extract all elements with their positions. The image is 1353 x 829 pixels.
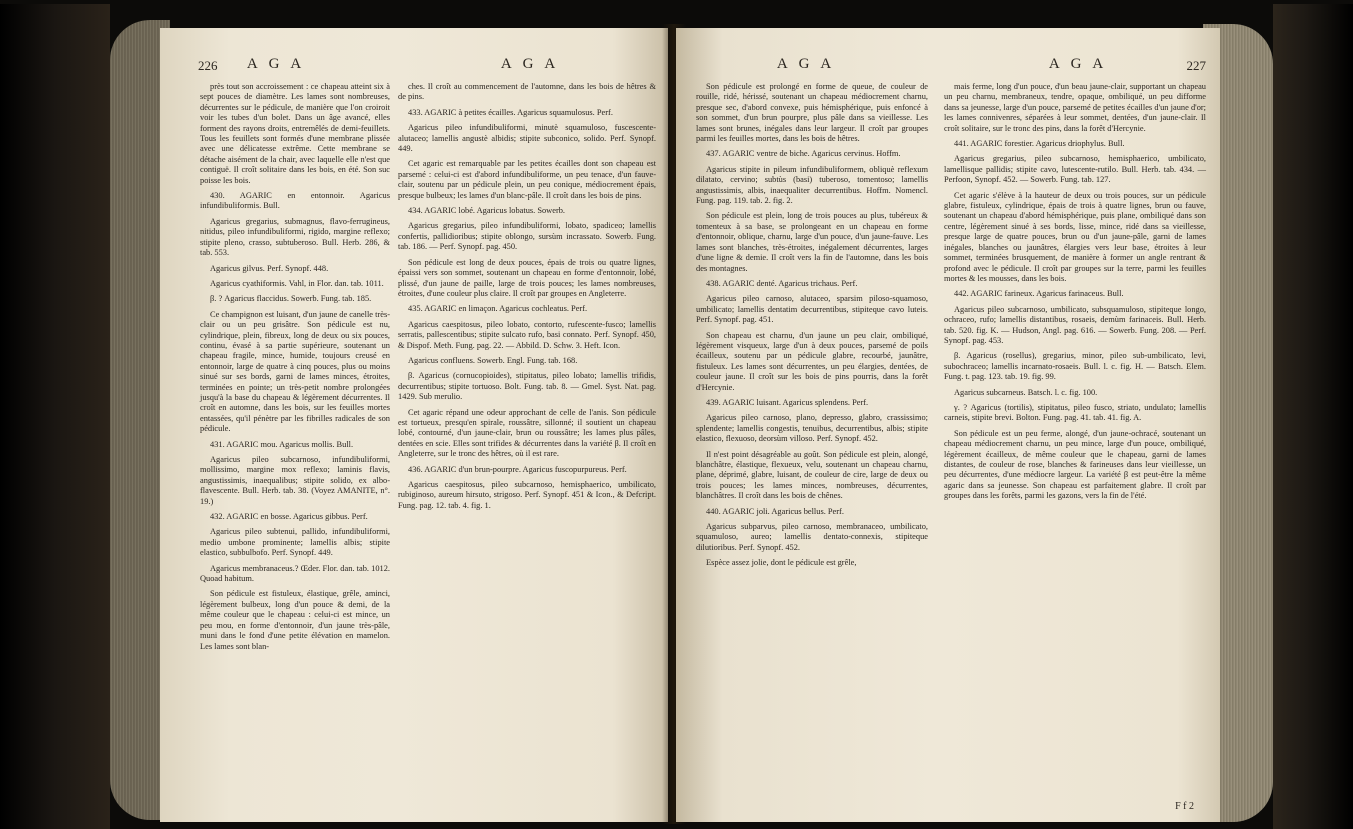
paragraph: près tout son accroissement : ce chapeau atteint six à sept pouces de diamètre. Les lames sont nombreuses, décurrentes sur le pédicule, de manière que l'on croiroit voir les tubes d'un bolet. Dans un âge avancé, elles forment des rayons droits, entremêlés de demi-feuillets. Tous les feuillets sont formés d'une membrane plissée avec une délicatesse extrême. Cette membrane se détache aisément de la chair, avec laquelle elle n'est que contiguë. Il croît solitaire dans les bois, en été. Son suc poisse les bois. xyxy=(200,82,390,185)
paragraph: Agaricus caespitosus, pileo subcarnoso, hemisphaerico, umbilicato, rubiginoso, aureum hirsuto, strigoso. Perf. Synopf. 451 & Icon., & Defcript. Fung. pag. 12. tab. 4. fig. 1. xyxy=(398,480,656,510)
paragraph: Agaricus pileo subcarnoso, umbilicato, subsquamuloso, stipiteque longo, ochraceo, rufo; lamellis distantibus, rosaeis, demùm farinaceis. Bull. Herb. tab. 520. fig. K. — Hudson, Angl. pag. 616. — Sowerb. Fung. 208. — Perf. Synopf. pag. 453. xyxy=(944,304,1206,345)
header-title: A G A xyxy=(500,56,560,72)
header-title: A G A xyxy=(776,56,836,72)
left-cover xyxy=(0,4,110,829)
running-header xyxy=(160,56,392,76)
paragraph: β. Agaricus (rosellus), gregarius, minor, pileo sub-umbilicato, levi, subochraceo; lamellis incarnato-rosaeis. Bull. l. c. fig. H. — Batsch. Elem. Fung. t. pag. 123. tab. 19. fig. 99. xyxy=(944,351,1206,382)
paragraph: Espèce assez jolie, dont le pédicule est grêle, xyxy=(706,558,857,568)
paragraph: Agaricus stipite in pileum infundibuliformem, obliquè reflexum dilatato, cervino; subtùs (basi) tuberoso, tomentoso; lamellis angustissimis, albis, inaequaliter decurrentibus. Hoffm. Nomencl. Fung. pag. 119. tab. 2. fig. 2. xyxy=(696,164,928,206)
page-number: 226 xyxy=(198,58,218,73)
text-column xyxy=(696,82,928,574)
paragraph: Agaricus subcarneus. Batsch. l. c. fig. 100. xyxy=(954,387,1098,397)
paragraph: Cet agaric répand une odeur approchant de celle de l'anis. Son pédicule est tortueux, presqu'en spirale, roussâtre, sillonné; il soutient un chapeau lobé, contourné, d'un jaune-clair, brun ou roussâtre; les lames plus pâles, dentées en scie. Elles sont trifides & décurrentes dans la variété β. Il croît en Angleterre, sur le tronc des hêtres, où il est rare. xyxy=(398,407,656,459)
paragraph: Ce champignon est luisant, d'un jaune de canelle très-clair ou un peu grisâtre. Son pédicule est nu, cylindrique, plein, fibreux, long de deux ou six pouces, continu, évasé à sa partie supérieure, soutenant un chapeau fragile, mince, humide, toujours creusé en entonnoir, large de quatre à cinq pouces, plus ou moins sinué sur ses bords, garni de lames minces, étroites, terminées en pointe; un très-petit nombre prolongées jusqu'à la base du chapeau & légèrement décurrentes. Il croît en automne, dans les bois, sur les feuilles mortes entassées, qu'il pénètre par les fibrilles radicales de son pédicule. xyxy=(200,309,390,434)
paragraph: β. ? Agaricus flaccidus. Sowerb. Fung. tab. 185. xyxy=(210,294,372,304)
header-title: A G A xyxy=(1048,56,1108,72)
page-number: 227 xyxy=(1186,58,1206,73)
paragraph: 432. AGARIC en bosse. Agaricus gibbus. Perf. xyxy=(210,512,368,522)
paragraph: Agaricus pileo carnoso, plano, depresso, glabro, crassissimo; splendente; lamellis congestis, tenuibus, decurrentibus, albis; stipite elastico, flexuoso, deorsùm villoso. Perf. Synopf. 452. xyxy=(696,413,928,444)
page-226-left xyxy=(160,28,392,822)
text-column xyxy=(398,82,656,516)
paragraph: 437. AGARIC ventre de biche. Agaricus cervinus. Hoffm. xyxy=(706,149,901,159)
paragraph: 439. AGARIC luisant. Agaricus splendens. Perf. xyxy=(706,397,869,407)
paragraph: Agaricus gilvus. Perf. Synopf. 448. xyxy=(210,263,329,273)
page-226-right xyxy=(392,28,668,822)
text-column xyxy=(944,82,1206,507)
paragraph: Agaricus cyathiformis. Vahl, in Flor. dan. tab. 1011. xyxy=(210,278,384,288)
paragraph: Agaricus pileo infundibuliformi, minutè squamuloso, fuscescente-alutaceo; lamellis angustè albidis; stipite subconico, solido. Perf. Synopf. 449. xyxy=(398,123,656,154)
paragraph: γ. ? Agaricus (tortilis), stipitatus, pileo fusco, striato, undulato; lamellis carneis, stipite brevi. Bolton. Fung. pag. 41. tab. 41. fig. A. xyxy=(944,402,1206,423)
paragraph: Son pédicule est long de deux pouces, épais de trois ou quatre lignes, épaissi vers son sommet, soutenant un chapeau en forme d'entonnoir, lobé, plissé, d'un jaune de paille, large de trois pouces; les lames nombreuses, étroites, d'une couleur plus claire. Il croît par groupes en Angleterre. xyxy=(398,257,656,298)
paragraph: Agaricus pileo subtenui, pallido, infundibuliformi, medio umbone prominente; lamellis albis; stipite elastico, subbulbofo. Perf. Synopf. 449. xyxy=(200,527,390,558)
paragraph: Son pédicule est prolongé en forme de queue, de couleur de rouille, ridé, hérissé, soutenant un chapeau médiocrement charnu, presque sec, d'abord convexe, puis hémisphérique, puis enfoncé à son sommet, d'un brun pourpre, plus pâle dans sa vieillesse. Les lames sont brunes, inégales dans leur largeur. Il croît par groupes parmi les feuilles mortes, dans les bois de hêtres. xyxy=(696,82,928,144)
paragraph: Son pédicule est plein, long de trois pouces au plus, tubéreux & tomenteux à sa base, se prolongeant en un chapeau en forme d'entonnoir, oblique, charnu, large d'un pouce, d'un jaune-fauve. Les lames sont blanches, très-étroites, inégalement décurrentes, larges d'une ligne & demie. Il croît vers la fin de l'automne, dans les bois des montagnes. xyxy=(696,211,928,273)
paragraph: 441. AGARIC forestier. Agaricus driophylus. Bull. xyxy=(954,139,1125,149)
paragraph: Agaricus gregarius, pileo subcarnoso, hemisphaerico, umbilicato, lamellisque pallidis; stipite cavo, lutescente-rutilo. Bull. Herb. tab. 434. — Perfoon, Synopf. 452. — Sowerb. Fung. tab. 127. xyxy=(944,154,1206,185)
paragraph: 438. AGARIC denté. Agaricus trichaus. Perf. xyxy=(706,278,858,288)
paragraph: 436. AGARIC d'un brun-pourpre. Agaricus fuscopurpureus. Perf. xyxy=(408,464,627,474)
paragraph: Agaricus pileo carnoso, alutaceo, sparsim piloso-squamoso, umbilicato; lamellis dentatim decurrentibus, stipiteque cavo luteis. Perf. Synopf. pag. 451. xyxy=(696,294,928,325)
paragraph: 431. AGARIC mou. Agaricus mollis. Bull. xyxy=(210,439,354,449)
header-title: A G A xyxy=(246,56,306,72)
paragraph: Son chapeau est charnu, d'un jaune un peu clair, ombiliqué, légèrement visqueux, large d'un à deux pouces, parsemé de poils écailleux, soutenu par un pédicule glabre, recourbé, jaunâtre, fistuleux. Les lames sont décurrentes, un peu élargies, dentées, de couleur jaune. Il croît sur les bois de pins pourris, dans la forêt d'Hercynie. xyxy=(696,330,928,392)
signature-mark: F f 2 xyxy=(1175,801,1194,812)
page-227-right xyxy=(936,28,1220,822)
running-header xyxy=(936,56,1220,76)
paragraph: ches. Il croît au commencement de l'automne, dans les bois de hêtres & de pins. xyxy=(398,82,656,102)
paragraph: 442. AGARIC farineux. Agaricus farinaceus. Bull. xyxy=(954,289,1124,299)
paragraph: Il n'est point désagréable au goût. Son pédicule est plein, alongé, blanchâtre, élastique, flexueux, velu, soutenant un chapeau charnu, plane, déprimé, glabre, luisant, de couleur de cire, large de deux ou trois pouces; les lames minces, nombreuses, décurrentes, blanchâtres. Il croît dans les bois de chênes. xyxy=(696,449,928,501)
text-column xyxy=(200,82,390,657)
right-cover xyxy=(1273,4,1353,829)
paragraph: 435. AGARIC en limaçon. Agaricus cochleatus. Perf. xyxy=(408,304,588,314)
paragraph: Agaricus subparvus, pileo carnoso, membranaceo, umbilicato, squamuloso, aureo; lamellis dentato-connexis, stipiteque dilutioribus. Perf. Synopf. 452. xyxy=(696,522,928,552)
paragraph: Cet agaric s'élève à la hauteur de deux ou trois pouces, sur un pédicule glabre, fistuleux, cylindrique, épais de trois à quatre lignes, brun ou fauve, soutenant un chapeau d'abord hémisphérique, puis plane, ombiliqué dans son centre, légèrement sinué à ses bords, lisse, mince, ridé dans sa vieillesse, presque large de quatre pouces, brun ou d'un jaune-pâle, garni de lames inégales, blanches ou jaunâtres, élargies vers leur base, étroites à leur sommet, terminées brusquement, de manière à former un angle rentrant & profond avec le pédicule. Il croît par groupes sur la terre, parmi les feuilles mortes & les mousses, dans les bois. xyxy=(944,190,1206,283)
paragraph: 430. AGARIC en entonnoir. Agaricus infundibuliformis. Bull. xyxy=(200,191,390,211)
paragraph: Agaricus pileo subcarnoso, infundibuliformi, mollissimo, margine mox reflexo; laminis flavis, angustissimis, inaequalibus; stipite solido, ex albo-flavescente. Bull. Herb. tab. 38. (Voyez AMANITE, n°. 19.) xyxy=(200,455,390,506)
paragraph: Agaricus membranaceus.? Œder. Flor. dan. tab. 1012. Quoad habitum. xyxy=(200,563,390,584)
paragraph: Cet agaric est remarquable par les petites écailles dont son chapeau est parsemé : celui-ci est d'abord infundibuliforme, un peu tenace, d'un fauve-clair, soutenu par un pédicule plein, un peu conique, médiocrement épais, presque bulbeux; les lames d'un blanc-pâle. Il croît dans les bois de pins. xyxy=(398,159,656,200)
paragraph: Agaricus caespitosus, pileo lobato, contorto, rufescente-fusco; lamellis serratis, pallescentibus; stipite sulcato rufo, basi connato. Perf. Synopf. 450, & Dispof. Meth. Fung. pag. 22. — Abbild. D. Schw. 3. Heft. Icon. xyxy=(398,319,656,350)
running-header xyxy=(676,56,936,76)
paragraph: Agaricus gregarius, pileo infundibuliformi, lobato, spadiceo; lamellis confertis, pallidioribus; stipite oblongo, sursùm incrassato. Sowerb. Fung. tab. 186. — Perf. Synopf. pag. 450. xyxy=(398,221,656,252)
running-header xyxy=(392,56,668,76)
paragraph: 440. AGARIC joli. Agaricus bellus. Perf. xyxy=(706,506,844,516)
paragraph: Son pédicule est fistuleux, élastique, grêle, aminci, légèrement bulbeux, long d'un pouce & demi, de la même couleur que le chapeau : celui-ci est mince, un peu mou, en forme d'entonnoir, d'un jaune très-pâle, muni dans le fond d'une petite élévation en mamelon. Les lames sont blan- xyxy=(200,589,390,651)
paragraph: Son pédicule est un peu ferme, alongé, d'un jaune-ochracé, soutenant un chapeau médiocrement charnu, un peu mince, large d'un pouce, ombiliqué, légèrement écailleux, de même couleur que le chapeau, garni de lames distantes, de couleur de rose, blanches & farineuses dans leur vieillesse, un peu décurrentes, d'une médiocre largeur. La variété β est peut-être la même agaric dans sa jeunesse. Son chapeau est parfaitement glabre. Il croît par groupes dans les forêts, parmi les gazons, vers la fin de l'été. xyxy=(944,428,1206,501)
paragraph: Agaricus gregarius, submagnus, flavo-ferrugineus, nitidus, pileo infundibuliformi, rigido, margine reflexo; stipite pleno, crasso, subtuberoso. Bull. Herb. 286, & tab. 553. xyxy=(200,216,390,258)
paragraph: β. Agaricus (cornucopioides), stipitatus, pileo lobato; lamellis trifidis, decurrentibus; stipite tortuoso. Bolt. Fung. tab. 8. — Gmel. Syst. Nat. pag. 1429. Sub merulio. xyxy=(398,371,656,402)
paragraph: mais ferme, long d'un pouce, d'un beau jaune-clair, supportant un chapeau un peu charnu, membraneux, tendre, opaque, ombiliqué, un peu difforme dans sa jeunesse, large d'un pouce, parsemé de petites écailles d'un jaune d'or; les lames connivenres, séparées à leur sommet, dentées, d'un jaune-clair. Il croît solitaire, sur le tronc des pins, dans la forêt d'Hercynie. xyxy=(944,82,1206,133)
paragraph: 433. AGARIC à petites écailles. Agaricus squamulosus. Perf. xyxy=(408,107,613,117)
paragraph: 434. AGARIC lobé. Agaricus lobatus. Sowerb. xyxy=(408,206,566,216)
paragraph: Agaricus confluens. Sowerb. Engl. Fung. tab. 168. xyxy=(408,355,578,365)
page-227-left xyxy=(676,28,936,822)
